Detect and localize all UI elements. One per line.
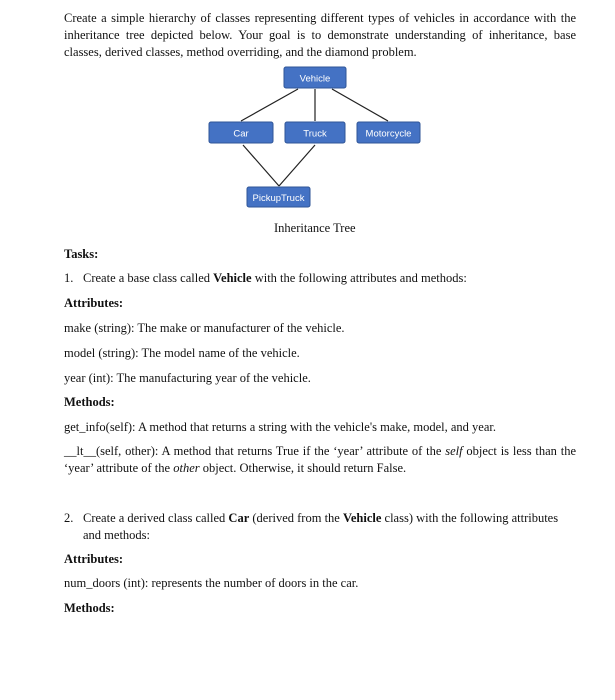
node-pickup: [247, 187, 310, 207]
method-lt-part1: __lt__(self, other): A method that returns True if the ‘year’ attribute of the: [64, 444, 446, 458]
node-car-label: Car: [233, 128, 249, 140]
attributes-label-2: Attributes:: [64, 552, 124, 566]
tasks-heading: Tasks:: [64, 247, 99, 261]
method-get-info: get_info(self): A method that returns a string with the vehicle's make, model, and year.: [64, 420, 497, 434]
task-2-number: 2.: [64, 511, 74, 525]
methods-label-2: Methods:: [64, 601, 115, 615]
method-lt: [64, 443, 576, 477]
vehicle-attr-year: year (int): The manufacturing year of the vehicle.: [64, 371, 311, 385]
task-1: [64, 270, 576, 287]
vehicle-attr-make: make (string): The make or manufacturer of the vehicle.: [64, 321, 345, 335]
node-truck-label: Truck: [303, 128, 327, 140]
task-2-text-pre: Create a derived class called: [83, 511, 229, 525]
node-car: [209, 122, 273, 143]
car-attr-num-doors: num_doors (int): represents the number of doors in the car.: [64, 576, 359, 590]
vehicle-attr-model: model (string): The model name of the vehicle.: [64, 346, 300, 360]
node-vehicle: [284, 67, 346, 88]
task-1-number: 1.: [64, 271, 74, 285]
node-pickup-label: PickupTruck: [252, 193, 305, 204]
edge-vehicle-car: [241, 89, 298, 121]
task-1-text-pre: Create a base class called: [83, 271, 214, 285]
node-motorcycle: [357, 122, 420, 143]
method-lt-part2: object is less than the ‘year’ attribute of the: [64, 444, 577, 475]
task-2: [64, 510, 576, 544]
method-lt-part3: object. Otherwise, it should return False.: [199, 461, 407, 475]
task-2-text-mid: (derived from the: [249, 511, 343, 525]
intro-paragraph: Create a simple hierarchy of classes representing different types of vehicles in accordance with the inheritance tree depicted below. Your goal is to demonstrate understanding of inheritance, base classes, derived classes, method overriding, and the diamond problem.: [64, 11, 576, 59]
node-truck: [285, 122, 345, 143]
attributes-label: Attributes:: [64, 296, 124, 310]
methods-label: Methods:: [64, 395, 115, 409]
method-lt-self: self: [445, 444, 463, 458]
edge-vehicle-motorcycle: [332, 89, 388, 121]
task-1-class-name: Vehicle: [213, 271, 252, 285]
edge-truck-pickup: [279, 145, 315, 186]
node-vehicle-label: Vehicle: [299, 73, 331, 85]
task-2-text-post: class) with the following attributes and methods:: [83, 511, 559, 542]
node-motorcycle-label: Motorcycle: [365, 128, 412, 140]
task-2-class-name: Car: [228, 511, 250, 525]
method-lt-other: other: [173, 461, 200, 475]
task-1-text-post: with the following attributes and methods:: [251, 271, 467, 285]
inheritance-tree-diagram: [0, 0, 615, 215]
diagram-caption: Inheritance Tree: [274, 221, 356, 235]
task-2-base-name: Vehicle: [342, 511, 382, 525]
edge-car-pickup: [243, 145, 279, 186]
